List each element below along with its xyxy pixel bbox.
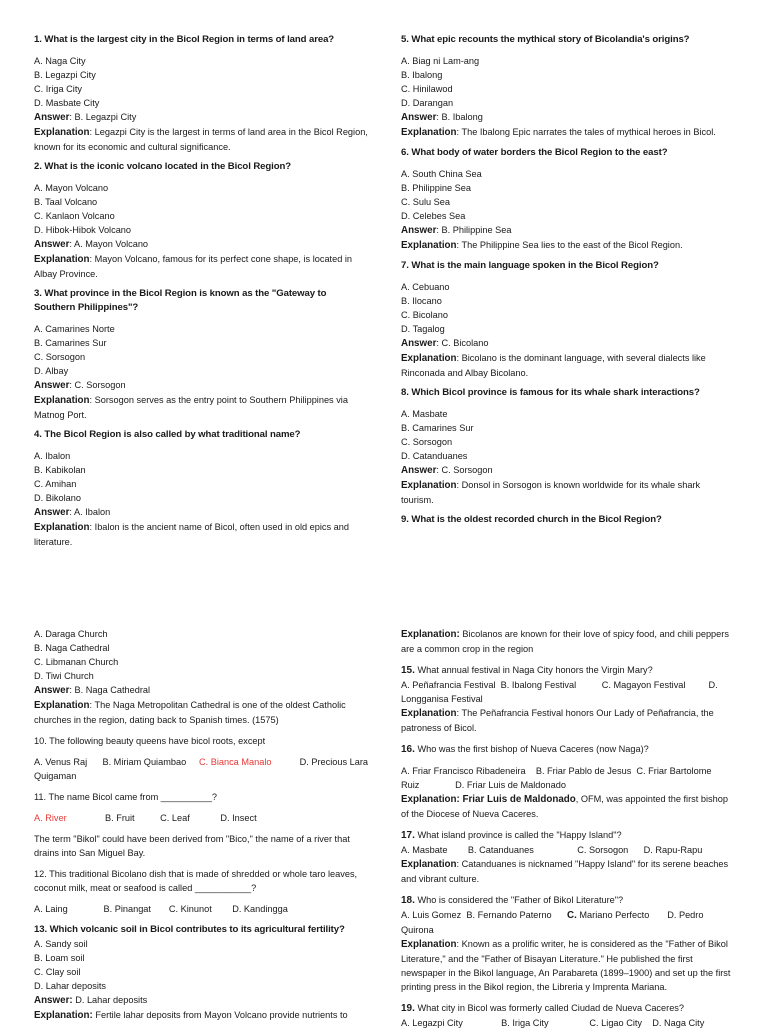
answer-label: Answer bbox=[401, 112, 437, 123]
options bbox=[34, 811, 368, 825]
option-d: D. Tagalog bbox=[401, 324, 445, 334]
answer-line bbox=[401, 223, 735, 238]
option-d: D. Longganisa Festival bbox=[401, 680, 718, 704]
question-8 bbox=[401, 386, 735, 507]
answer-value: : B. Naga Cathedral bbox=[69, 685, 151, 695]
question-text: 6. What body of water borders the Bicol Region to the east? bbox=[401, 147, 668, 158]
question-text: What annual festival in Naga City honors the Virgin Mary? bbox=[414, 665, 653, 675]
option-c: C. Magayon Festival bbox=[601, 680, 686, 690]
question-3 bbox=[34, 287, 368, 422]
option-b: B. Fernando Paterno bbox=[466, 910, 552, 920]
answer-label: Answer bbox=[34, 112, 70, 123]
option-b: B. Fruit bbox=[104, 813, 135, 823]
option-a: A. Peñafrancia Festival bbox=[401, 680, 496, 690]
options bbox=[401, 678, 737, 706]
option-a: A. Naga City bbox=[34, 56, 86, 66]
answer-line bbox=[34, 237, 368, 252]
option-b: B. Taal Volcano bbox=[34, 197, 98, 207]
explanation-line bbox=[401, 937, 737, 994]
explanation-line bbox=[401, 792, 737, 821]
explanation-line bbox=[401, 706, 737, 735]
option-c: C. Amihan bbox=[34, 479, 77, 489]
option-c: C. Sorsogon bbox=[577, 845, 629, 855]
answer-line bbox=[34, 110, 368, 125]
option-d: D. Precious Lara Quigaman bbox=[34, 757, 369, 781]
question-11 bbox=[34, 790, 368, 860]
option-d: D. Insect bbox=[220, 813, 257, 823]
explanation-text: : The Philippine Sea lies to the east of the Bicol Region. bbox=[456, 240, 683, 250]
explanation-text: , OFM, was appointed the first bishop of the Diocese of Nueva Caceres. bbox=[401, 794, 728, 819]
option-d: D. Darangan bbox=[401, 98, 454, 108]
options bbox=[34, 449, 368, 505]
question-line bbox=[401, 893, 737, 908]
question-text: What island province is called the "Happy Island"? bbox=[414, 830, 622, 840]
option-b: B. Camarines Sur bbox=[34, 338, 107, 348]
option-c: C. Bicolano bbox=[401, 310, 448, 320]
answer-label: Answer bbox=[401, 225, 437, 236]
question-15 bbox=[401, 663, 737, 735]
page2-left-column bbox=[34, 627, 368, 1023]
answer-line bbox=[401, 336, 735, 351]
explanation-label: Explanation: bbox=[34, 1010, 93, 1021]
option-c: C. Sorsogon bbox=[401, 437, 453, 447]
option-b: B. Camarines Sur bbox=[401, 423, 474, 433]
options bbox=[34, 54, 368, 110]
explanation-text: : Sorsogon serves as the entry point to Southern Philippines via Matnog Port. bbox=[34, 395, 348, 420]
question-16 bbox=[401, 742, 737, 821]
option-d: D. Naga City bbox=[652, 1018, 705, 1028]
explanation-line bbox=[34, 393, 368, 422]
options bbox=[401, 764, 737, 792]
question-14-explanation bbox=[401, 627, 737, 656]
question-2 bbox=[34, 160, 368, 281]
question-12 bbox=[34, 867, 368, 916]
answer-label: Answer bbox=[401, 338, 437, 349]
question-9-continued bbox=[34, 627, 368, 727]
answer-value: : C. Sorsogon bbox=[69, 380, 126, 390]
note-text: The term "Bikol" could have been derived from "Bico," the name of a river that drains into San Miguel Bay. bbox=[34, 834, 350, 858]
page1-right-column bbox=[401, 33, 735, 534]
explanation-label: Explanation: bbox=[401, 629, 460, 640]
explanation-text: : The Peñafrancia Festival honors Our Lady of Peñafrancia, the patroness of Bicol. bbox=[401, 708, 714, 733]
option-c: C. Friar Bartolome Ruiz bbox=[401, 766, 712, 790]
question-text: 5. What epic recounts the mythical story of Bicolandia's origins? bbox=[401, 34, 690, 45]
answer-value: D. Lahar deposits bbox=[72, 995, 148, 1005]
question-line bbox=[401, 742, 737, 757]
explanation-text: : Ibalon is the ancient name of Bicol, often used in old epics and literature. bbox=[34, 522, 349, 547]
explanation-line bbox=[401, 478, 735, 507]
question-text: 1. What is the largest city in the Bicol Region in terms of land area? bbox=[34, 34, 335, 45]
explanation-label: Explanation bbox=[34, 127, 90, 138]
options bbox=[401, 1016, 737, 1030]
option-d: D. Tiwi Church bbox=[34, 671, 94, 681]
option-d: D. Rapu-Rapu bbox=[643, 845, 703, 855]
options bbox=[401, 280, 735, 336]
explanation-label: Explanation bbox=[401, 480, 457, 491]
options bbox=[34, 627, 368, 683]
options bbox=[401, 54, 735, 110]
question-6 bbox=[401, 146, 735, 253]
explanation-line bbox=[34, 520, 368, 549]
option-a: A. Venus Raj bbox=[34, 757, 88, 767]
answer-value: : B. Philippine Sea bbox=[436, 225, 512, 235]
question-text: 13. Which volcanic soil in Bicol contributes to its agricultural fertility? bbox=[34, 924, 345, 935]
option-c: C. Sulu Sea bbox=[401, 197, 451, 207]
question-4 bbox=[34, 428, 368, 549]
option-d: D. Lahar deposits bbox=[34, 981, 107, 991]
option-a: A. South China Sea bbox=[401, 169, 482, 179]
explanation-text: : Legazpi City is the largest in terms of land area in the Bicol Region, known for its economic and cultural significance. bbox=[34, 127, 368, 152]
option-a: A. Masbate bbox=[401, 409, 448, 419]
explanation-label: Explanation bbox=[401, 794, 457, 805]
option-c: C. Iriga City bbox=[34, 84, 82, 94]
explanation-text: : The Naga Metropolitan Cathedral is one of the oldest Catholic churches in the region, dating back to Spanish times. (1575) bbox=[34, 700, 346, 725]
question-text: 9. What is the oldest recorded church in the Bicol Region? bbox=[401, 514, 662, 525]
explanation-text: : Bicolano is the dominant language, with several dialects like Rinconada and Albay Bicolano. bbox=[401, 353, 706, 378]
question-10 bbox=[34, 734, 368, 783]
question-17 bbox=[401, 828, 737, 886]
page1-left-column bbox=[34, 33, 368, 555]
explanation-line bbox=[401, 351, 735, 380]
option-a: A. Biag ni Lam-ang bbox=[401, 56, 480, 66]
question-number: 18. bbox=[401, 895, 415, 906]
option-a: A. Masbate bbox=[401, 845, 448, 855]
answer-value: : B. Legazpi City bbox=[69, 112, 137, 122]
question-18 bbox=[401, 893, 737, 994]
explanation-label: Explanation bbox=[34, 700, 90, 711]
answer-label: Answer bbox=[34, 685, 70, 696]
option-a: A. Mayon Volcano bbox=[34, 183, 109, 193]
explanation-text: : The Ibalong Epic narrates the tales of mythical heroes in Bicol. bbox=[456, 127, 716, 137]
question-line bbox=[401, 663, 737, 678]
answer-line bbox=[401, 110, 735, 125]
option-d: D. Kandingga bbox=[232, 904, 288, 914]
option-b: B. Iriga City bbox=[501, 1018, 549, 1028]
explanation-line bbox=[401, 238, 735, 253]
option-c-letter: C. bbox=[567, 910, 577, 921]
explanation-label: Explanation bbox=[34, 254, 90, 265]
question-19 bbox=[401, 1001, 737, 1030]
option-b: B. Loam soil bbox=[34, 953, 85, 963]
explanation-line bbox=[401, 125, 735, 140]
question-number: 15. bbox=[401, 665, 415, 676]
option-d: D. Catanduanes bbox=[401, 451, 468, 461]
option-d: D. Pedro Quirona bbox=[401, 910, 704, 935]
question-text: 10. The following beauty queens have bicol roots, except bbox=[34, 736, 266, 746]
option-a: A. Legazpi City bbox=[401, 1018, 463, 1028]
option-a: A. Friar Francisco Ribadeneira bbox=[401, 766, 526, 776]
option-c: C. Ligao City bbox=[589, 1018, 643, 1028]
option-b: B. Ibalong Festival bbox=[500, 680, 577, 690]
question-text: 11. The name Bicol came from __________? bbox=[34, 792, 218, 802]
option-c: C. Libmanan Church bbox=[34, 657, 119, 667]
explanation-label: Explanation bbox=[401, 939, 457, 950]
option-a: A. Laing bbox=[34, 904, 68, 914]
page2-right-column bbox=[401, 627, 737, 1030]
question-text: What city in Bicol was formerly called Ciudad de Nueva Caceres? bbox=[414, 1003, 685, 1013]
question-text: 4. The Bicol Region is also called by what traditional name? bbox=[34, 429, 301, 440]
question-7 bbox=[401, 259, 735, 380]
explanation-label: Explanation bbox=[401, 353, 457, 364]
explanation-text: Fertile lahar deposits from Mayon Volcano provide nutrients to bbox=[92, 1010, 348, 1020]
option-d: D. Celebes Sea bbox=[401, 211, 466, 221]
option-b: B. Ibalong bbox=[401, 70, 443, 80]
option-c: C. Leaf bbox=[160, 813, 190, 823]
options bbox=[34, 322, 368, 378]
question-text: 3. What province in the Bicol Region is known as the "Gateway to Southern Philippines"? bbox=[34, 288, 327, 313]
answer-value: : A. Ibalon bbox=[69, 507, 111, 517]
option-b: B. Kabikolan bbox=[34, 465, 86, 475]
option-a-highlighted: A. River bbox=[34, 813, 67, 823]
explanation-label: Explanation bbox=[401, 859, 457, 870]
answer-line bbox=[401, 463, 735, 478]
option-d: D. Masbate City bbox=[34, 98, 100, 108]
options bbox=[34, 181, 368, 237]
option-a: A. Sandy soil bbox=[34, 939, 88, 949]
explanation-label: Explanation bbox=[401, 708, 457, 719]
explanation-text: : Catanduanes is nicknamed "Happy Island" for its serene beaches and vibrant culture. bbox=[401, 859, 729, 884]
question-text: 8. Which Bicol province is famous for its whale shark interactions? bbox=[401, 387, 700, 398]
option-c: C. Hinilawod bbox=[401, 84, 453, 94]
option-b: B. Friar Pablo de Jesus bbox=[535, 766, 632, 776]
answer-label: Answer bbox=[401, 465, 437, 476]
option-a: A. Daraga Church bbox=[34, 629, 108, 639]
option-b: B. Miriam Quiambao bbox=[102, 757, 187, 767]
question-text: Who was the first bishop of Nueva Caceres (now Naga)? bbox=[414, 744, 649, 754]
options bbox=[401, 843, 737, 857]
answer-label: Answer bbox=[34, 380, 70, 391]
option-d: D. Friar Luis de Maldonado bbox=[455, 780, 566, 790]
options bbox=[401, 908, 737, 937]
option-c: C. Kinunot bbox=[168, 904, 212, 914]
question-line bbox=[401, 1001, 737, 1016]
question-text: 12. This traditional Bicolano dish that is made of shredded or whole taro leaves, coconut milk, meat or seafood is called ___________? bbox=[34, 869, 358, 893]
answer-value: : C. Bicolano bbox=[436, 338, 489, 348]
question-number: 17. bbox=[401, 830, 415, 841]
option-a: A. Luis Gomez bbox=[401, 910, 462, 920]
question-line bbox=[401, 828, 737, 843]
option-c: Mariano Perfecto bbox=[576, 910, 650, 920]
explanation-line bbox=[34, 1008, 368, 1023]
option-a: A. Cebuano bbox=[401, 282, 450, 292]
option-b: B. Philippine Sea bbox=[401, 183, 471, 193]
explanation-label: Explanation bbox=[34, 395, 90, 406]
explanation-line bbox=[401, 857, 737, 886]
answer-value: : B. Ibalong bbox=[436, 112, 483, 122]
option-b: B. Legazpi City bbox=[34, 70, 96, 80]
option-d: D. Bikolano bbox=[34, 493, 81, 503]
answer-label: Answer bbox=[34, 507, 70, 518]
answer-line bbox=[34, 378, 368, 393]
option-b: B. Naga Cathedral bbox=[34, 643, 110, 653]
answer-label: Answer: bbox=[34, 995, 73, 1006]
explanation-text: Bicolanos are known for their love of spicy food, and chili peppers are a common crop in the region bbox=[401, 629, 729, 654]
explanation-line bbox=[34, 125, 368, 154]
options bbox=[401, 167, 735, 223]
question-1 bbox=[34, 33, 368, 154]
explanation-label: Explanation bbox=[401, 127, 457, 138]
option-a: A. Ibalon bbox=[34, 451, 71, 461]
option-c: C. Kanlaon Volcano bbox=[34, 211, 115, 221]
option-b: B. Ilocano bbox=[401, 296, 442, 306]
options bbox=[34, 937, 368, 993]
answer-value: : A. Mayon Volcano bbox=[69, 239, 149, 249]
option-c: C. Clay soil bbox=[34, 967, 81, 977]
question-number: 19. bbox=[401, 1003, 415, 1014]
explanation-line bbox=[34, 252, 368, 281]
option-c: C. Sorsogon bbox=[34, 352, 86, 362]
option-b: B. Pinangat bbox=[103, 904, 151, 914]
question-text: 2. What is the iconic volcano located in the Bicol Region? bbox=[34, 161, 291, 172]
answer-line bbox=[34, 683, 368, 698]
explanation-answer: : Friar Luis de Maldonado bbox=[456, 794, 576, 805]
question-text: 7. What is the main language spoken in the Bicol Region? bbox=[401, 260, 659, 271]
explanation-text: : Known as a prolific writer, he is considered as the "Father of Bikol Literature," and the "Father of Bisayan Literature." He published the first newspaper in the Bikol language, An Parabareta (1899–1900) and set up the first printing press in the Bikol region, the Libreria y Imprenta Mariana. bbox=[401, 939, 731, 992]
question-9 bbox=[401, 513, 735, 527]
question-number: 16. bbox=[401, 744, 415, 755]
explanation-label: Explanation bbox=[401, 240, 457, 251]
option-b: B. Catanduanes bbox=[467, 845, 534, 855]
options bbox=[401, 407, 735, 463]
option-c-highlighted: C. Bianca Manalo bbox=[198, 757, 272, 767]
explanation-label: Explanation bbox=[34, 522, 90, 533]
question-5 bbox=[401, 33, 735, 140]
option-a: A. Camarines Norte bbox=[34, 324, 115, 334]
option-d: D. Albay bbox=[34, 366, 69, 376]
answer-value: : C. Sorsogon bbox=[436, 465, 493, 475]
question-13 bbox=[34, 923, 368, 1023]
explanation-text: : Mayon Volcano, famous for its perfect cone shape, is located in Albay Province. bbox=[34, 254, 353, 279]
options bbox=[34, 755, 368, 783]
option-d: D. Hibok-Hibok Volcano bbox=[34, 225, 132, 235]
explanation-line bbox=[34, 698, 368, 727]
explanation-text: : Donsol in Sorsogon is known worldwide for its whale shark tourism. bbox=[401, 480, 701, 505]
answer-label: Answer bbox=[34, 239, 70, 250]
answer-line bbox=[34, 505, 368, 520]
question-text: Who is considered the "Father of Bikol Literature"? bbox=[414, 895, 624, 905]
answer-line bbox=[34, 993, 368, 1008]
options bbox=[34, 902, 368, 916]
